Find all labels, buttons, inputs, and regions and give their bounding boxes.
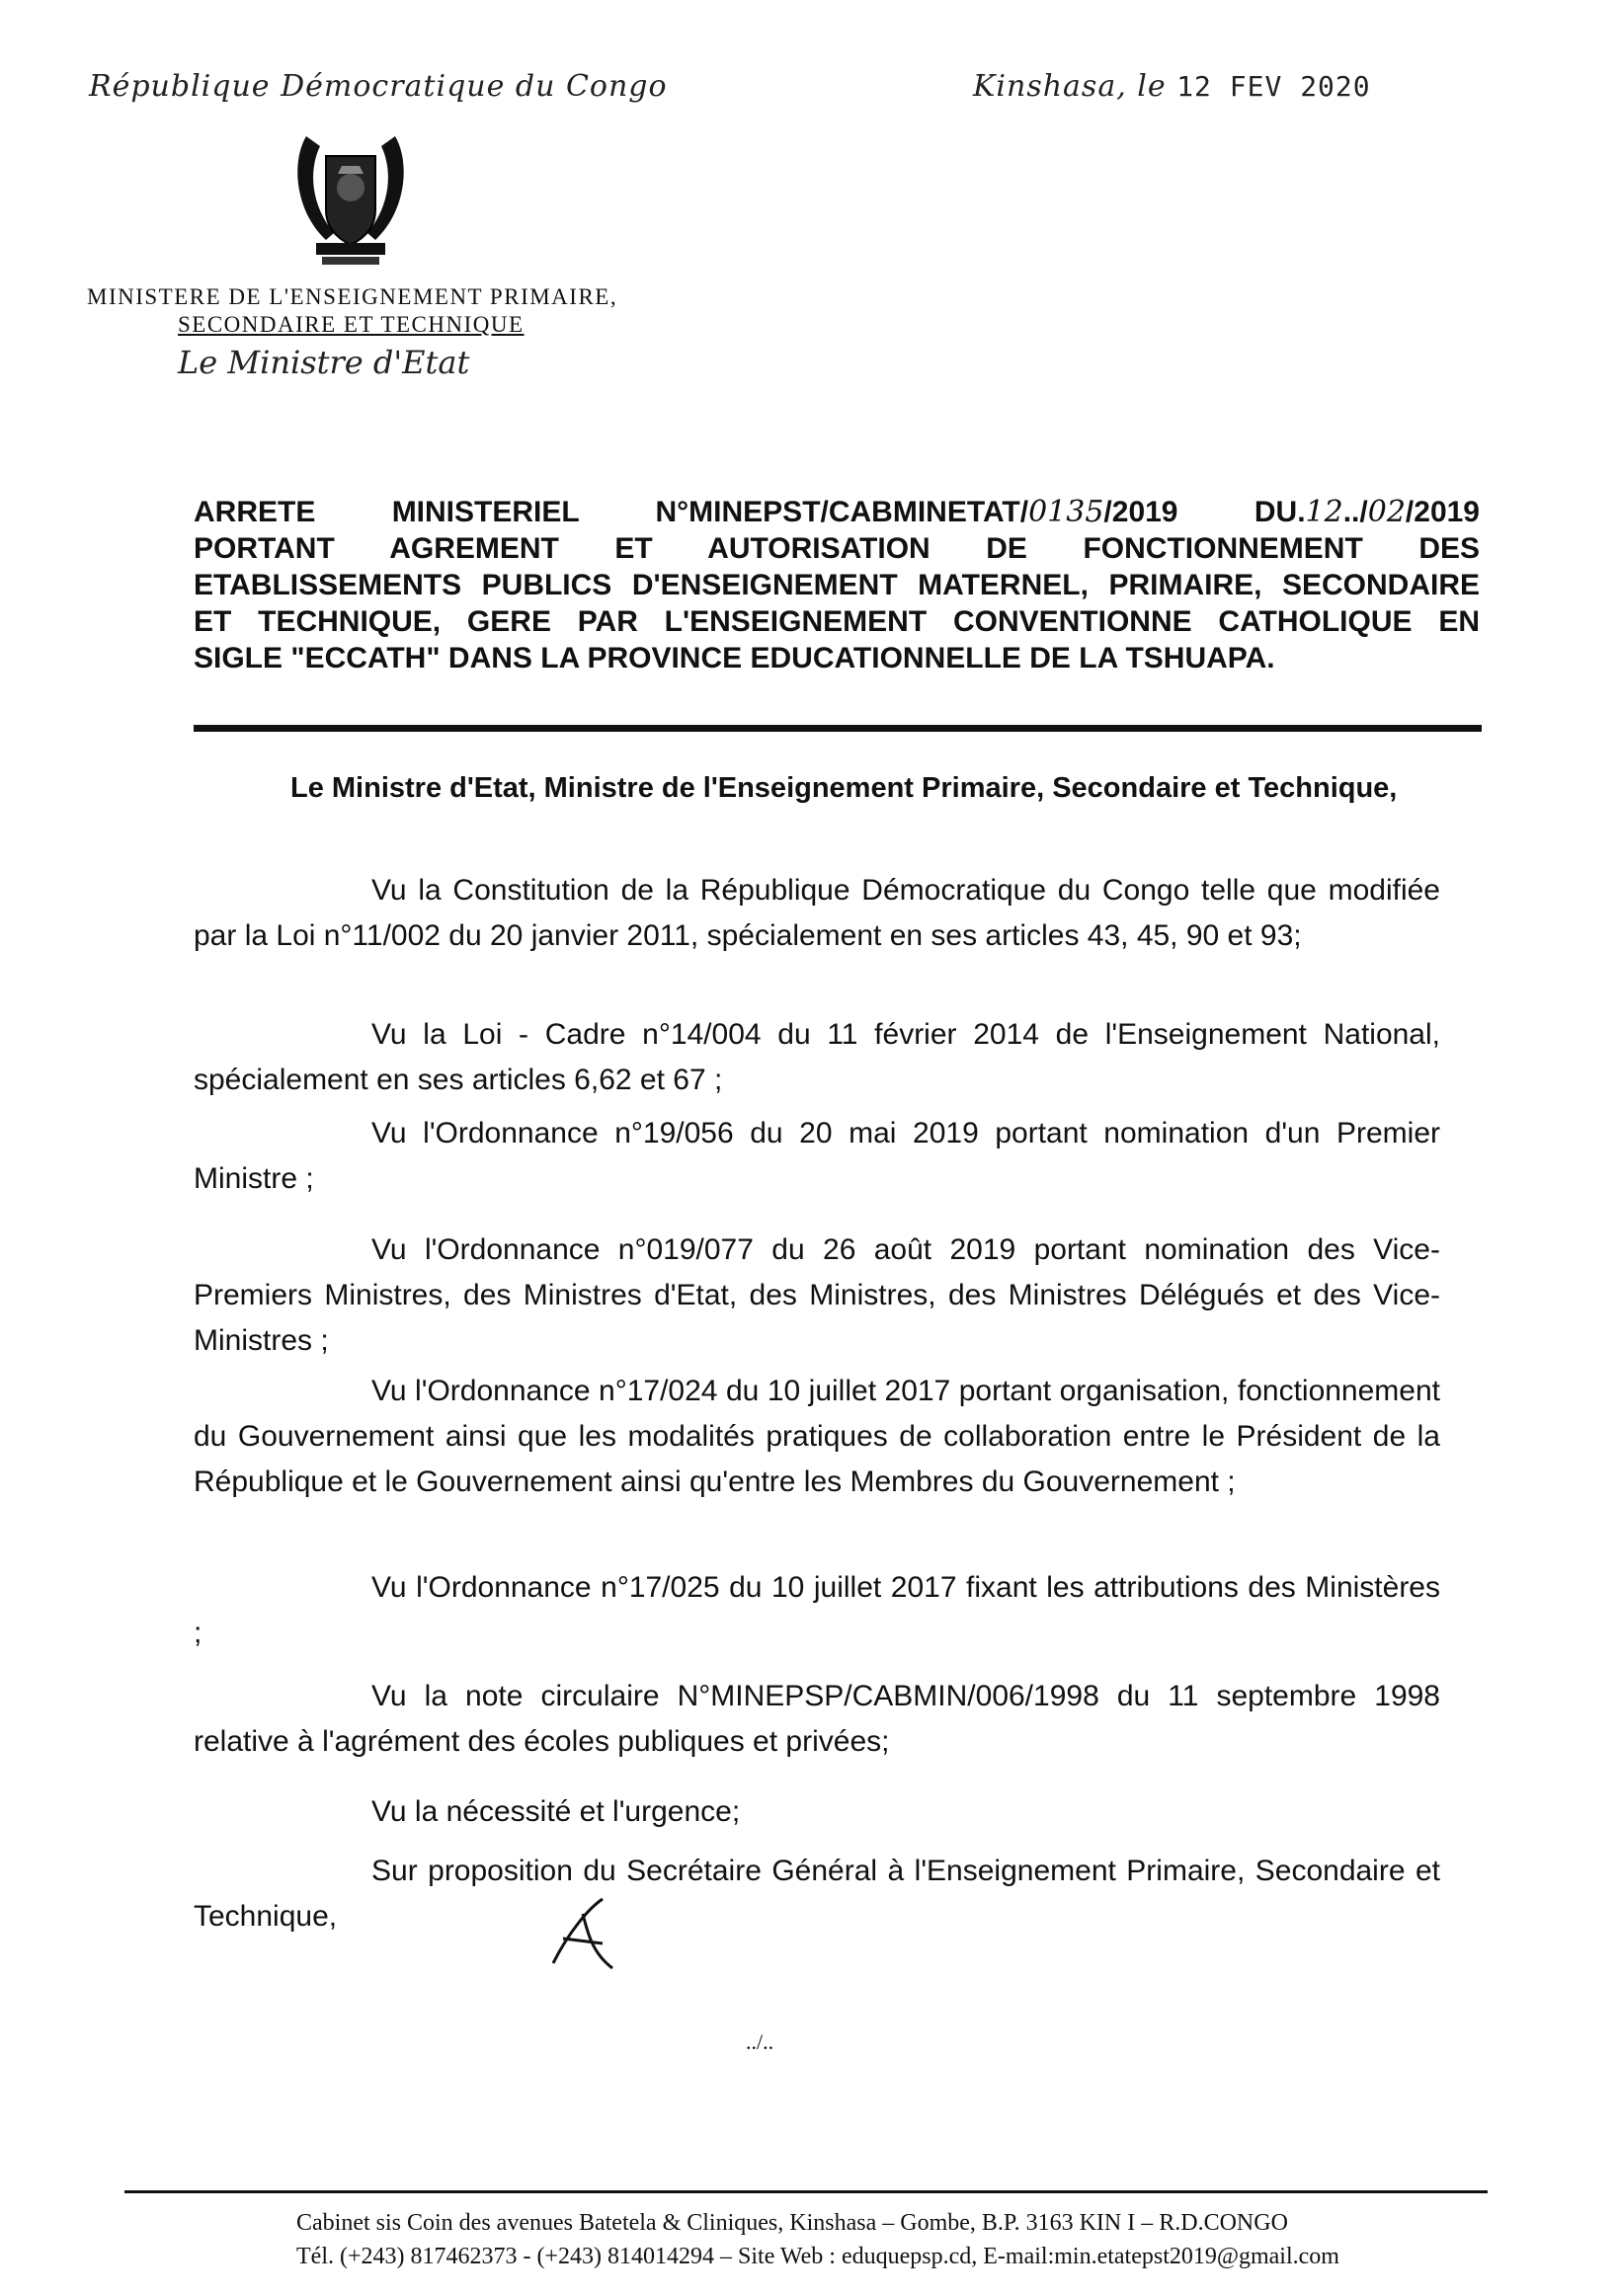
republic-heading: République Démocratique du Congo (89, 69, 668, 104)
title-line-3: ETABLISSEMENTS PUBLICS D'ENSEIGNEMENT MATERNEL, PRIMAIRE, SECONDAIRE (194, 569, 1480, 601)
date-stamp: 12 FEV 2020 (1176, 70, 1371, 103)
page-continuation: ../.. (746, 2029, 774, 2054)
title-line-4: ET TECHNIQUE, GERE PAR L'ENSEIGNEMENT CONVENTIONNE CATHOLIQUE EN (194, 605, 1480, 638)
footer-address: Cabinet sis Coin des avenues Batetela & Cliniques, Kinshasa – Gombe, B.P. 3163 KIN I – R.D.CONGO (296, 2210, 1288, 2236)
decree-date-label: DU. (1254, 496, 1306, 528)
consideration-3: Vu l'Ordonnance n°19/056 du 20 mai 2019 portant nomination d'un Premier Ministre ; (194, 1117, 1440, 1195)
consideration-5: Vu l'Ordonnance n°17/024 du 10 juillet 2017 portant organisation, fonctionnement du Gouvernement ainsi que les modalités pratiques de collaboration entre le Président de la République et le Gouvernement ainsi qu'entre les Membres du Gouvernement ; (194, 1375, 1440, 1498)
ministry-line-2: SECONDAIRE ET TECHNIQUE (178, 312, 525, 337)
minister-title: Le Ministre d'Etat (178, 344, 470, 381)
intro-paragraph (194, 765, 1442, 811)
decree-day-handwritten: 12 (1305, 495, 1343, 529)
consideration-6: Vu l'Ordonnance n°17/025 du 10 juillet 2017 fixant les attributions des Ministères ; (194, 1571, 1440, 1649)
consideration-9: Sur proposition du Secrétaire Général à l'Enseignement Primaire, Secondaire et Technique, (194, 1855, 1440, 1933)
intro-text: Le Ministre d'Etat, Ministre de l'Enseignement Primaire, Secondaire et Technique, (290, 772, 1398, 804)
decree-reference-line (194, 494, 1480, 530)
decree-ref-prefix: ARRETE MINISTERIEL N°MINEPST/CABMINETAT/ (194, 496, 1029, 528)
coat-of-arms-emblem (286, 117, 415, 275)
title-line-2: PORTANT AGREMENT ET AUTORISATION DE FONCTIONNEMENT DES (194, 532, 1480, 565)
decree-date-sep: ../ (1342, 496, 1368, 528)
footer-contact: Tél. (+243) 817462373 - (+243) 814014294 – Site Web : eduquepsp.cd, E-mail:min.etatepst2019@gmail.com (296, 2244, 1339, 2269)
decree-number-handwritten: 0135 (1028, 495, 1104, 529)
place-prefix: Kinshasa, le (973, 69, 1167, 104)
title-divider (194, 725, 1482, 732)
consideration-7: Vu la note circulaire N°MINEPSP/CABMIN/006/1998 du 11 septembre 1998 relative à l'agrément des écoles publiques et privées; (194, 1680, 1440, 1758)
handwritten-initial (543, 1894, 622, 1973)
consideration-8: Vu la nécessité et l'urgence; (371, 1795, 741, 1828)
footer-divider (124, 2190, 1488, 2193)
decree-date-year: /2019 (1405, 496, 1480, 528)
decree-ref-year: /2019 (1103, 496, 1178, 528)
decree-title (194, 494, 1480, 676)
place-date (973, 69, 1371, 104)
consideration-1: Vu la Constitution de la République Démocratique du Congo telle que modifiée par la Loi n°11/002 du 20 janvier 2011, spécialement en ses articles 43, 45, 90 et 93; (194, 874, 1440, 952)
decree-month-handwritten: 02 (1367, 495, 1406, 529)
consideration-2: Vu la Loi - Cadre n°14/004 du 11 février 2014 de l'Enseignement National, spécialement en ses articles 6,62 et 67 ; (194, 1018, 1440, 1096)
consideration-4: Vu l'Ordonnance n°019/077 du 26 août 2019 portant nomination des Vice-Premiers Ministres, des Ministres d'Etat, des Ministres, des Ministres Délégués et des Vice-Ministres ; (194, 1233, 1440, 1357)
title-line-5: SIGLE "ECCATH" DANS LA PROVINCE EDUCATIONNELLE DE LA TSHUAPA. (194, 642, 1275, 674)
ministry-line-1: MINISTERE DE L'ENSEIGNEMENT PRIMAIRE, (87, 284, 618, 309)
